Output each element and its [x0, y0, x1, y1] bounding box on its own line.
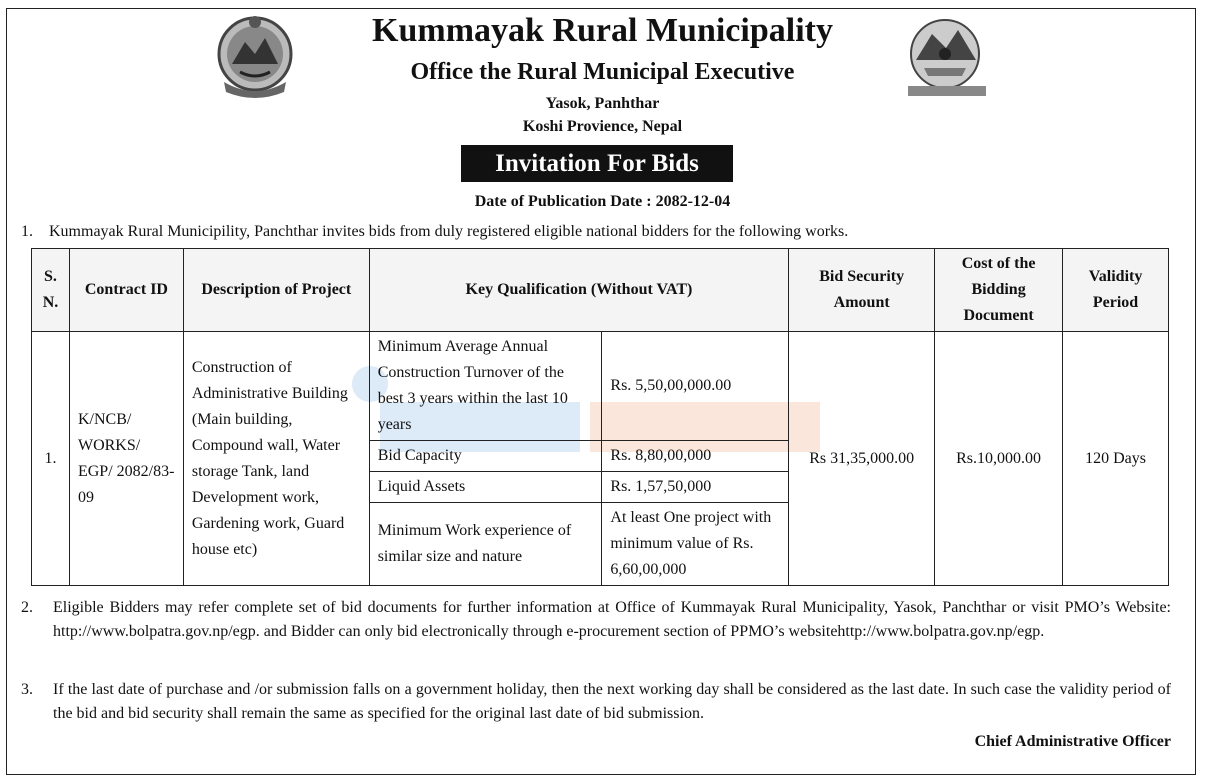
qualification-label: Minimum Average Annual Construction Turnover of the best 3 years within the last 10 years [369, 332, 602, 441]
qualification-label: Bid Capacity [369, 441, 602, 472]
bids-table [31, 248, 1169, 586]
cell-description: Construction of Administrative Building (Main building, Compound wall, Water storage Tank, land Development work, Gardening work, Guard house etc) [183, 332, 369, 586]
cell-bid-security: Rs 31,35,000.00 [789, 332, 935, 586]
publication-date: Date of Publication Date : 2082-12-04 [474, 193, 731, 210]
header-bid-security: Bid Security Amount [789, 249, 935, 332]
header-cost: Cost of the Bidding Document [935, 249, 1063, 332]
signature: Chief Administrative Officer [974, 733, 1171, 750]
address-line-1: Yasok, Panhthar [545, 95, 660, 112]
paragraph-2 [21, 596, 1171, 644]
paragraph-1 [21, 223, 848, 241]
qualification-value: Rs. 8,80,00,000 [602, 441, 789, 472]
table-header-row [32, 249, 1169, 332]
header-contract-id: Contract ID [69, 249, 183, 332]
qualification-label: Minimum Work experience of similar size and nature [369, 503, 602, 586]
qualification-value: Rs. 1,57,50,000 [602, 472, 789, 503]
header-description: Description of Project [183, 249, 369, 332]
qualification-value: Rs. 5,50,00,000.00 [602, 332, 789, 441]
paragraph-2-text: Eligible Bidders may refer complete set of bid documents for further information at Office of Kummayak Rural Municipality, Yasok, Panchthar or visit PMO’s Website: http://www.bolpatra.gov.np/egp. and Bidder can only bid electronically through e-procurement section of PPMO’s websitehttp://www.bolpatra.gov.np/egp. [53, 599, 1171, 640]
cell-cost: Rs.10,000.00 [935, 332, 1063, 586]
header-sn: S. N. [32, 249, 70, 332]
cell-validity: 120 Days [1063, 332, 1169, 586]
cell-sn: 1. [32, 332, 70, 586]
page-title: Kummayak Rural Municipality [372, 12, 833, 49]
table-row [32, 332, 1169, 441]
paragraph-3-number: 3. [21, 681, 33, 698]
paragraph-3 [21, 678, 1171, 726]
paragraph-1-text: Kummayak Rural Municipility, Panchthar invites bids from duly registered eligible national bidders for the following works. [49, 223, 849, 240]
cell-contract-id: K/NCB/ WORKS/ EGP/ 2082/83-09 [69, 332, 183, 586]
paragraph-2-number: 2. [21, 599, 33, 616]
paragraph-1-number: 1. [21, 223, 33, 240]
paragraph-3-text: If the last date of purchase and /or submission falls on a government holiday, then the next working day shall be considered as the last date. In such case the validity period of the bid and bid security shall remain the same as specified for the original last date of bid submission. [53, 681, 1171, 722]
qualification-value: At least One project with minimum value of Rs. 6,60,00,000 [602, 503, 789, 586]
address-line-2: Koshi Provience, Nepal [522, 118, 683, 135]
invitation-banner: Invitation For Bids [461, 145, 733, 182]
header-validity: Validity Period [1063, 249, 1169, 332]
header-qualification: Key Qualification (Without VAT) [369, 249, 789, 332]
office-subtitle: Office the Rural Municipal Executive [410, 59, 795, 85]
qualification-label: Liquid Assets [369, 472, 602, 503]
